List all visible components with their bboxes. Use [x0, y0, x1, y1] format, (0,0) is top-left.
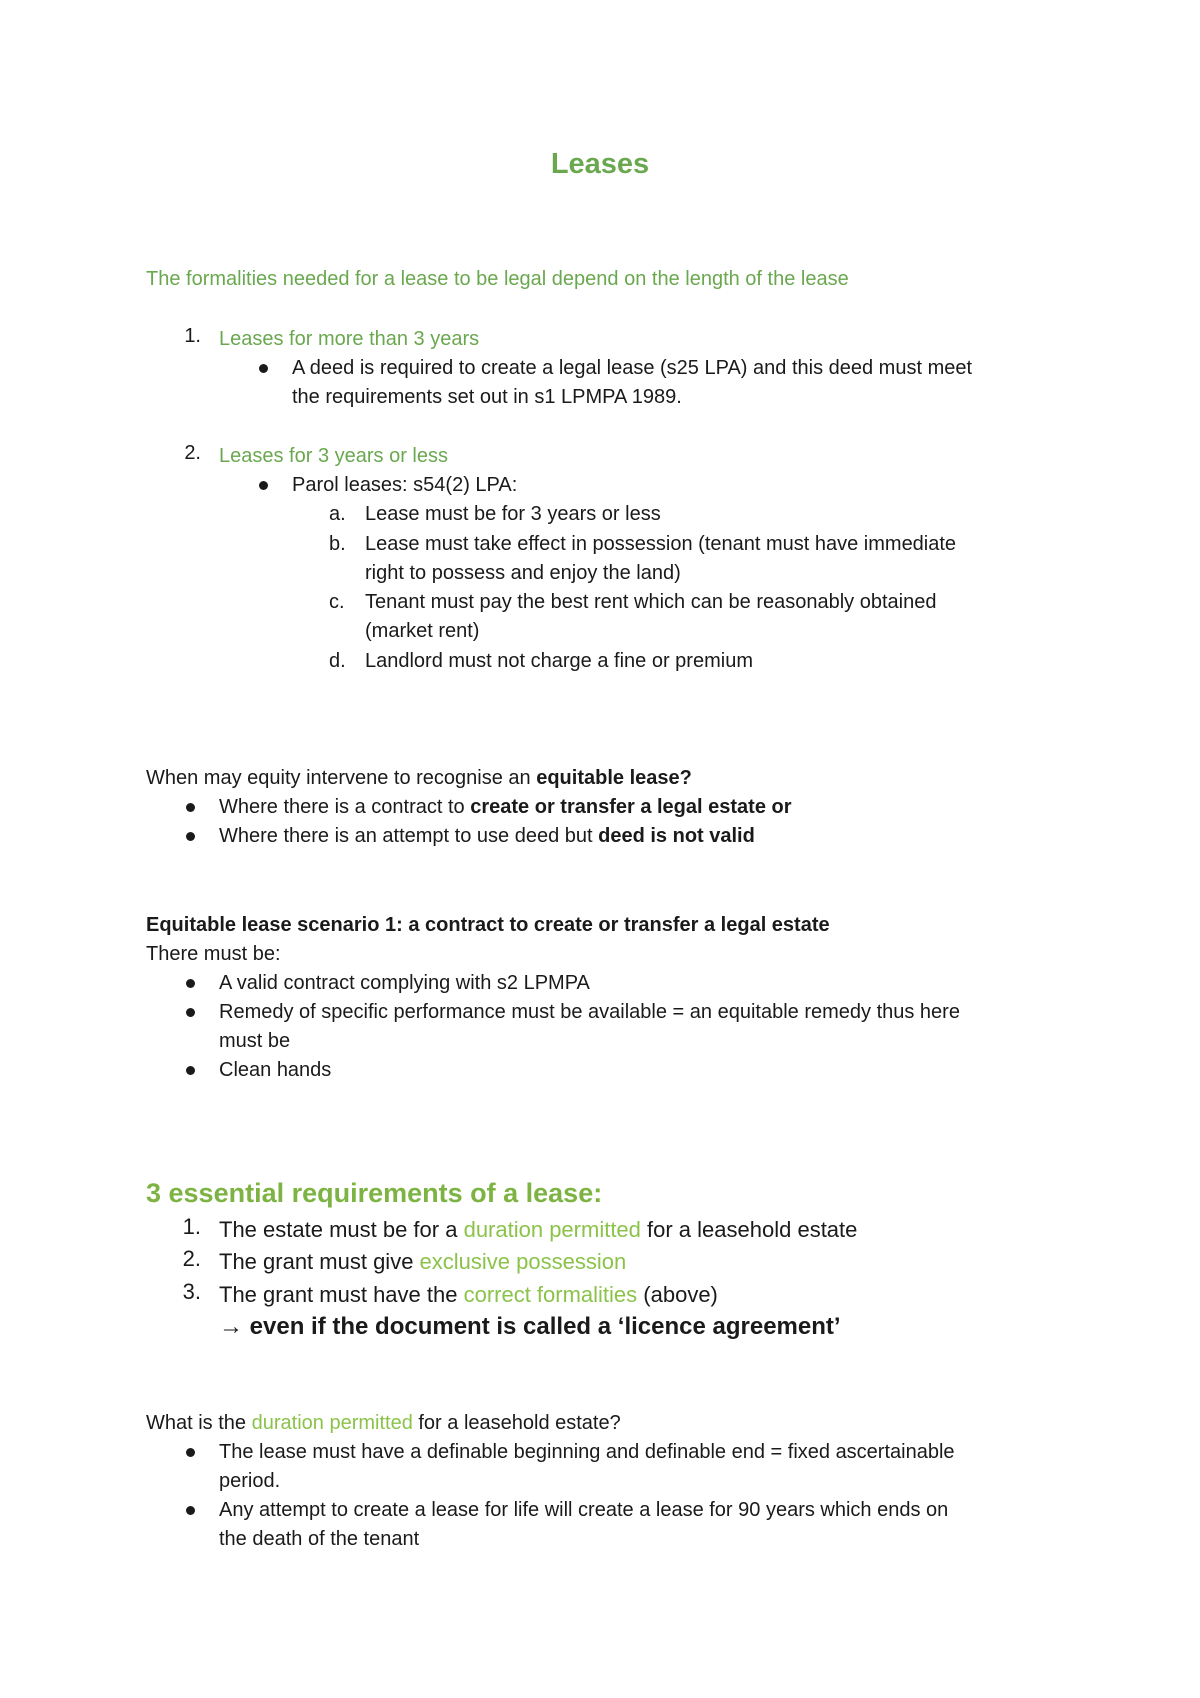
equity-bullet-2: Where there is an attempt to use deed but deed is not valid: [219, 825, 755, 847]
scenario-bullet-2-line2: must be: [219, 1030, 291, 1052]
essential-3: The grant must have the correct formalities (above): [219, 1282, 718, 1307]
list-letter: a.: [329, 503, 346, 525]
duration-bullet-1-line2: period.: [219, 1470, 281, 1492]
sublist-item-a: Lease must be for 3 years or less: [365, 503, 661, 525]
duration-bullet-1-line1: The lease must have a definable beginning and definable end = fixed ascertainable: [219, 1441, 955, 1463]
section2-bullet: Parol leases: s54(2) LPA:: [292, 474, 518, 496]
equity-bullet-1: Where there is a contract to create or transfer a legal estate or: [219, 796, 792, 818]
essentials-heading: 3 essential requirements of a lease:: [146, 1178, 603, 1208]
scenario-heading: Equitable lease scenario 1: a contract to create or transfer a legal estate: [146, 914, 830, 936]
bullet-icon: [186, 803, 195, 812]
scenario-bullet-1: A valid contract complying with s2 LPMPA: [219, 972, 590, 994]
intro-text: The formalities needed for a lease to be legal depend on the length of the lease: [146, 268, 849, 290]
essential-2: The grant must give exclusive possession: [219, 1249, 627, 1274]
essentials-note: → even if the document is called a ‘licence agreement’: [219, 1313, 841, 1340]
duration-bullet-2-line1: Any attempt to create a lease for life will create a lease for 90 years which ends on: [219, 1499, 949, 1521]
equity-question: When may equity intervene to recognise an equitable lease?: [146, 767, 692, 789]
list-number: 3.: [182, 1279, 201, 1304]
list-letter: c.: [329, 591, 345, 613]
section2-heading: Leases for 3 years or less: [219, 445, 448, 467]
duration-question: What is the duration permitted for a leasehold estate?: [146, 1412, 621, 1434]
page-title: Leases: [550, 148, 650, 180]
scenario-bullet-2-line1: Remedy of specific performance must be available = an equitable remedy thus here: [219, 1001, 960, 1023]
scenario-intro: There must be:: [146, 943, 281, 965]
bullet-icon: [186, 1506, 195, 1515]
bullet-icon: [186, 979, 195, 988]
bullet-icon: [186, 1448, 195, 1457]
list-number: 2.: [184, 442, 201, 464]
list-number: 2.: [182, 1246, 201, 1271]
essential-1: The estate must be for a duration permitted for a leasehold estate: [219, 1217, 858, 1242]
bullet-icon: [259, 481, 268, 490]
list-letter: d.: [329, 650, 346, 672]
scenario-bullet-3: Clean hands: [219, 1059, 332, 1081]
duration-bullet-2-line2: the death of the tenant: [219, 1528, 420, 1550]
section1-bullet-line2: the requirements set out in s1 LPMPA 1989.: [292, 386, 682, 408]
list-letter: b.: [329, 533, 346, 555]
section1-bullet-line1: A deed is required to create a legal lease (s25 LPA) and this deed must meet: [292, 357, 973, 379]
sublist-item-c-line2: (market rent): [365, 620, 480, 642]
sublist-item-b-line1: Lease must take effect in possession (tenant must have immediate: [365, 533, 957, 555]
list-number: 1.: [182, 1214, 201, 1239]
bullet-icon: [186, 1008, 195, 1017]
sublist-item-d: Landlord must not charge a fine or premium: [365, 650, 753, 672]
list-number: 1.: [184, 325, 201, 347]
bullet-icon: [186, 1066, 195, 1075]
section1-heading: Leases for more than 3 years: [219, 328, 480, 350]
sublist-item-b-line2: right to possess and enjoy the land): [365, 562, 681, 584]
sublist-item-c-line1: Tenant must pay the best rent which can be reasonably obtained: [365, 591, 937, 613]
bullet-icon: [259, 364, 268, 373]
bullet-icon: [186, 832, 195, 841]
